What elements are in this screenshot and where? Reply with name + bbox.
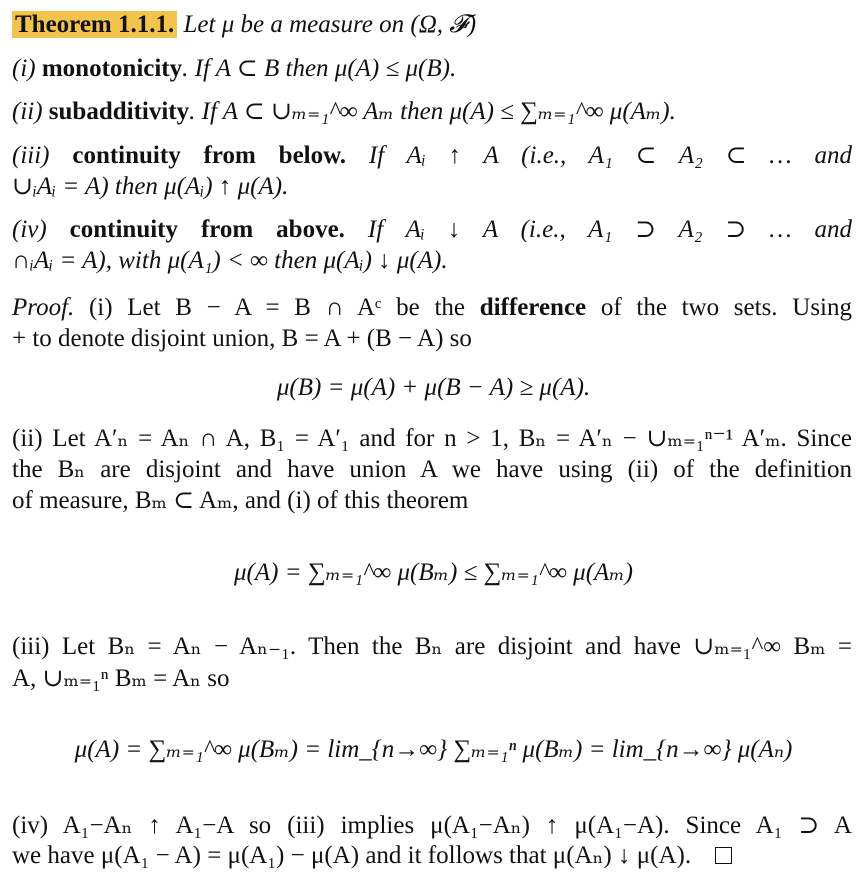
theorem-heading (12, 10, 852, 40)
proof-text: the Bₙ are disjoint and have union A we have using (ii) of the definition (12, 456, 852, 483)
proof-text: we have μ(A₁ − A) = μ(A₁) − μ(A) and it follows that μ(Aₙ) ↓ μ(A). (12, 842, 692, 869)
item-number: (iv) (12, 216, 47, 243)
item-text: If Aᵢ ↓ A (i.e., A₁ ⊃ A₂ ⊃ … and (367, 216, 852, 243)
theorem-item-iv-cont (12, 246, 852, 276)
equation-text: μ(A) = ∑ₘ₌₁^∞ μ(Bₘ) = lim_{n→∞} ∑ₘ₌₁ⁿ μ(Bₘ) = lim_{n→∞} μ(Aₙ) (74, 736, 793, 763)
item-name: subadditivity (48, 98, 190, 125)
proof-text: (iii) Let Bₙ = Aₙ − Aₙ₋₁. Then the Bₙ are disjoint and have ∪ₘ₌₁^∞ Bₘ = (12, 633, 852, 660)
proof-paragraph-4 (12, 811, 852, 841)
equation-text: μ(A) = ∑ₘ₌₁^∞ μ(Bₘ) ≤ ∑ₘ₌₁^∞ μ(Aₘ) (234, 559, 633, 586)
item-text: ∩ᵢAᵢ = A), with μ(A₁) < ∞ then μ(Aᵢ) ↓ μ(A). (12, 247, 448, 274)
proof-text: (ii) Let A′ₙ = Aₙ ∩ A, B₁ = A′₁ and for n > 1, Bₙ = A′ₙ − ∪ₘ₌₁ⁿ⁻¹ A′ₘ. Since (12, 425, 852, 452)
theorem-item-iii (12, 141, 852, 171)
equation-2 (0, 558, 867, 588)
proof-paragraph-2-line-2 (12, 455, 852, 485)
proof-text: of measure, Bₘ ⊂ Aₘ, and (i) of this theorem (12, 487, 469, 514)
proof-text: + to denote disjoint union, B = A + (B − A) so (12, 325, 472, 352)
proof-label: Proof. (12, 294, 75, 321)
item-name: continuity from above. (69, 216, 345, 243)
proof-term: difference (479, 294, 587, 321)
equation-text: μ(B) = μ(A) + μ(B − A) ≥ μ(A). (276, 374, 591, 401)
proof-paragraph-1 (12, 293, 852, 323)
proof-paragraph-2 (12, 424, 852, 454)
qed-square-icon (715, 847, 732, 864)
theorem-item-iii-cont (12, 172, 852, 202)
proof-paragraph-1-cont (12, 324, 852, 354)
proof-text: of the two sets. Using (600, 294, 852, 321)
theorem-item-i (12, 54, 852, 84)
proof-text: (iv) A₁−Aₙ ↑ A₁−A so (iii) implies μ(A₁−Aₙ) ↑ μ(A₁−A). Since A₁ ⊃ A (12, 812, 852, 839)
theorem-label: Theorem 1.1.1. (12, 11, 177, 38)
proof-paragraph-3 (12, 632, 852, 662)
item-text: . If A ⊂ ∪ₘ₌₁^∞ Aₘ then μ(A) ≤ ∑ₘ₌₁^∞ μ(Aₘ). (189, 98, 676, 125)
item-name: continuity from below. (72, 142, 347, 169)
equation-3 (0, 735, 867, 765)
item-text: If Aᵢ ↑ A (i.e., A₁ ⊂ A₂ ⊂ … and (368, 142, 852, 169)
equation-1 (0, 373, 867, 403)
item-text: . If A ⊂ B then μ(A) ≤ μ(B). (182, 55, 457, 82)
theorem-item-ii (12, 97, 852, 127)
item-number: (ii) (12, 98, 43, 125)
item-number: (iii) (12, 142, 50, 169)
proof-paragraph-2-line-3 (12, 486, 852, 516)
proof-paragraph-3-cont (12, 664, 852, 694)
theorem-statement: Let μ be a measure on (Ω, 𝓕) (183, 11, 477, 38)
item-number: (i) (12, 55, 36, 82)
proof-text: A, ∪ₘ₌₁ⁿ Bₘ = Aₙ so (12, 665, 230, 692)
item-name: monotonicity (41, 55, 183, 82)
item-text: ∪ᵢAᵢ = A) then μ(Aᵢ) ↑ μ(A). (12, 173, 289, 200)
theorem-item-iv (12, 215, 852, 245)
proof-paragraph-4-cont (12, 841, 852, 871)
proof-text: (i) Let B − A = B ∩ Aᶜ be the (88, 294, 465, 321)
